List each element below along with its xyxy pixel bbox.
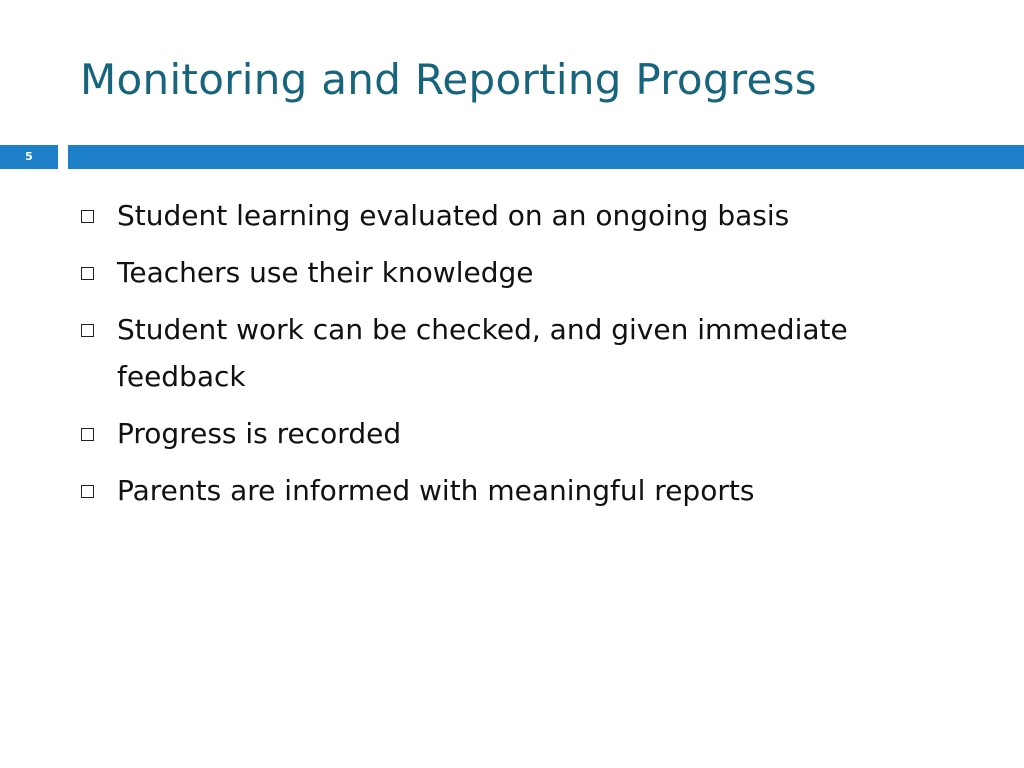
bullet-text: Student learning evaluated on an ongoing basis — [117, 199, 790, 232]
bullet-item — [80, 249, 960, 296]
slide-title: Monitoring and Reporting Progress — [80, 55, 817, 104]
bullet-item — [80, 192, 960, 239]
bullet-item — [80, 306, 960, 400]
slide-number: 5 — [0, 145, 58, 169]
bullet-item — [80, 410, 960, 457]
bullet-text: Progress is recorded — [117, 417, 402, 450]
bullet-item — [80, 467, 960, 514]
bullet-text: Teachers use their knowledge — [117, 256, 534, 289]
square-bullet-icon — [81, 485, 94, 498]
square-bullet-icon — [81, 210, 94, 223]
square-bullet-icon — [81, 267, 94, 280]
bullet-text: Student work can be checked, and given immediate feedback — [117, 313, 848, 393]
bullet-text: Parents are informed with meaningful reports — [117, 474, 755, 507]
bullet-list — [80, 192, 960, 524]
title-divider-bar — [68, 145, 1024, 169]
square-bullet-icon — [81, 324, 94, 337]
square-bullet-icon — [81, 428, 94, 441]
